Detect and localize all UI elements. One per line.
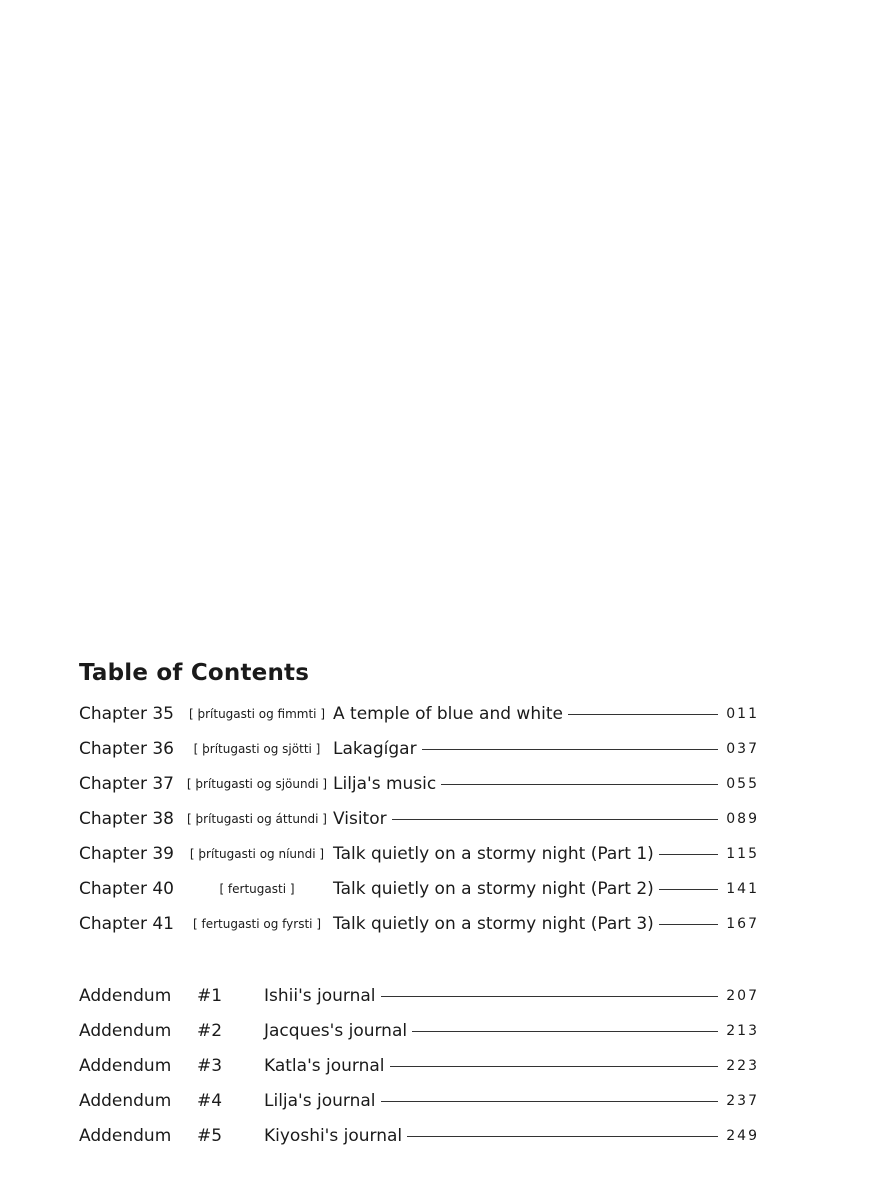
toc-chapter-row[interactable] <box>79 699 759 729</box>
chapter-subtitle: [ þrítugasti og sjöundi ] <box>186 777 328 791</box>
page-number: 249 <box>726 1128 759 1144</box>
leader-line <box>392 819 718 820</box>
leader-line <box>381 996 718 997</box>
addendum-label: Addendum <box>79 986 172 1006</box>
addendum-number: #2 <box>197 1021 223 1041</box>
chapter-subtitle: [ þrítugasti og áttundi ] <box>187 812 327 826</box>
toc-addendum-row[interactable] <box>79 1016 759 1046</box>
chapter-label: Chapter 40 <box>79 879 175 899</box>
chapter-subtitle: [ þrítugasti og sjötti ] <box>193 742 321 756</box>
page-number: 207 <box>726 988 759 1004</box>
chapter-label: Chapter 35 <box>79 704 175 724</box>
toc-addendum-row[interactable] <box>79 1051 759 1081</box>
toc-addendum-row[interactable] <box>79 981 759 1011</box>
addendum-number: #1 <box>197 986 223 1006</box>
leader-line <box>659 889 718 890</box>
toc-chapter-row[interactable] <box>79 734 759 764</box>
addendum-number: #5 <box>197 1126 223 1146</box>
addendum-title: Katla's journal <box>264 1056 385 1076</box>
page-number: 141 <box>726 881 759 897</box>
page-number: 089 <box>726 811 759 827</box>
chapter-subtitle: [ þrítugasti og níundi ] <box>189 847 325 861</box>
toc-addendum-row[interactable] <box>79 1086 759 1116</box>
toc-addendum-row[interactable] <box>79 1121 759 1151</box>
addendum-title: Kiyoshi's journal <box>264 1126 403 1146</box>
leader-line <box>659 854 718 855</box>
addendum-label: Addendum <box>79 1021 172 1041</box>
chapter-title: Talk quietly on a stormy night (Part 2) <box>333 879 654 899</box>
leader-line <box>407 1136 718 1137</box>
chapter-title: Lakagígar <box>333 739 417 759</box>
toc-chapter-row[interactable] <box>79 909 759 939</box>
addendum-number: #3 <box>197 1056 223 1076</box>
addendum-title: Jacques's journal <box>264 1021 408 1041</box>
addendum-title: Ishii's journal <box>264 986 376 1006</box>
chapter-title: Lilja's music <box>333 774 437 794</box>
toc-chapter-row[interactable] <box>79 839 759 869</box>
page-number: 037 <box>726 741 759 757</box>
addendum-label: Addendum <box>79 1126 172 1146</box>
leader-line <box>381 1101 719 1102</box>
page-number: 115 <box>726 846 759 862</box>
chapter-label: Chapter 36 <box>79 739 175 759</box>
addendum-label: Addendum <box>79 1091 172 1111</box>
chapter-title: A temple of blue and white <box>333 704 563 724</box>
chapter-subtitle: [ fertugasti og fyrsti ] <box>192 917 322 931</box>
page-number: 167 <box>726 916 759 932</box>
toc-chapter-row[interactable] <box>79 769 759 799</box>
leader-line <box>568 714 718 715</box>
addendum-label: Addendum <box>79 1056 172 1076</box>
chapter-title: Visitor <box>333 809 387 829</box>
leader-line <box>659 924 718 925</box>
leader-line <box>422 749 718 750</box>
addendum-number: #4 <box>197 1091 223 1111</box>
leader-line <box>441 784 718 785</box>
chapter-title: Talk quietly on a stormy night (Part 1) <box>333 844 654 864</box>
toc-chapter-row[interactable] <box>79 874 759 904</box>
page-number: 223 <box>726 1058 759 1074</box>
page-number: 237 <box>726 1093 759 1109</box>
chapter-label: Chapter 39 <box>79 844 175 864</box>
page-number: 011 <box>726 706 759 722</box>
toc-title: Table of Contents <box>79 660 310 686</box>
toc-chapter-row[interactable] <box>79 804 759 834</box>
chapter-label: Chapter 37 <box>79 774 175 794</box>
addendum-title: Lilja's journal <box>264 1091 376 1111</box>
page-number: 055 <box>726 776 759 792</box>
chapter-subtitle: [ þrítugasti og fimmti ] <box>188 707 325 721</box>
chapter-label: Chapter 38 <box>79 809 175 829</box>
leader-line <box>390 1066 718 1067</box>
leader-line <box>412 1031 718 1032</box>
chapter-label: Chapter 41 <box>79 914 175 934</box>
chapter-title: Talk quietly on a stormy night (Part 3) <box>333 914 654 934</box>
page-number: 213 <box>726 1023 759 1039</box>
chapter-subtitle: [ fertugasti ] <box>219 882 295 896</box>
